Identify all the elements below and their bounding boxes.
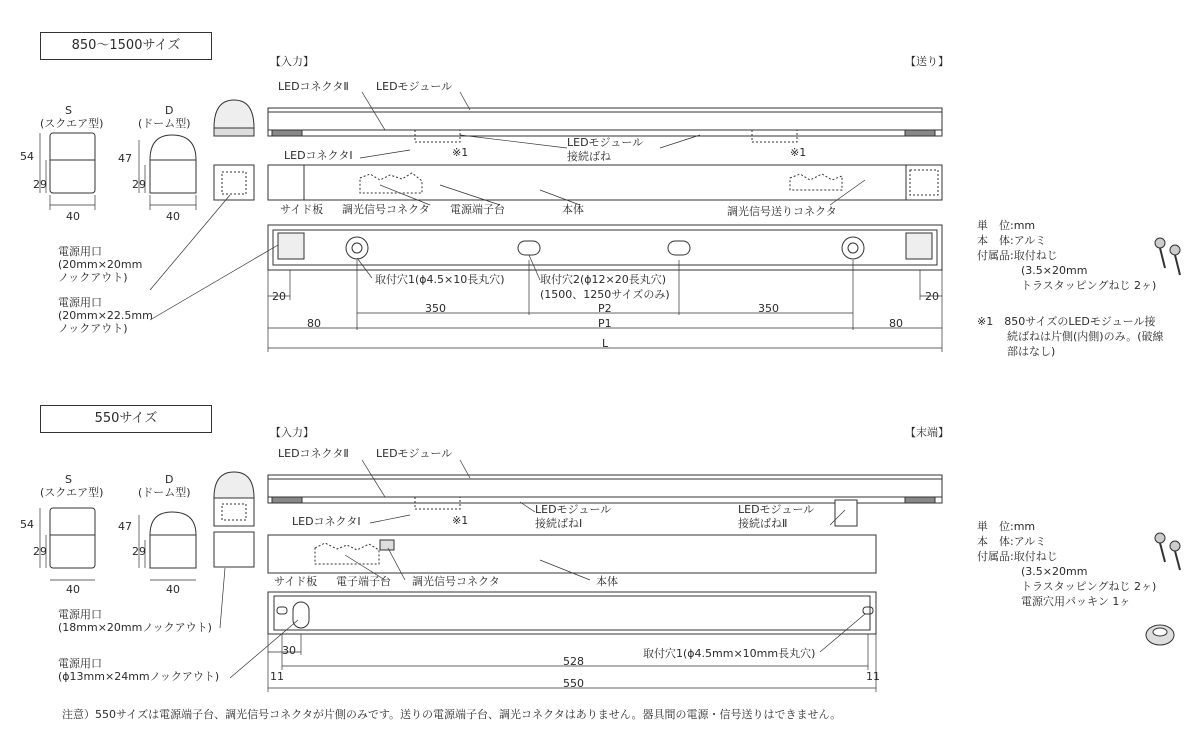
led-module: LEDモジュール: [376, 80, 453, 93]
s-label-2: S: [65, 473, 72, 486]
spring2-label-a: LEDモジュール: [738, 503, 815, 516]
section2-title: 550サイズ: [40, 405, 212, 433]
led-spring: LEDモジュール: [567, 136, 644, 149]
d-profile-2: [139, 512, 196, 580]
dim-40b: 40: [166, 210, 180, 223]
caution-note: 注意）550サイズは電源端子台、調光信号コネクタが片側のみです。送りの電源端子台、調光コネクタはありません。器具間の電源・信号送りはできません。: [62, 708, 842, 721]
power-terminal: 電源端子台: [450, 203, 505, 216]
dimming-send-connector: 調光信号送りコネクタ: [727, 205, 837, 218]
spring1-label-a: LEDモジュール: [535, 503, 612, 516]
mount-hole-2: 取付穴2(ϕ12×20長丸穴): [540, 273, 667, 286]
dim-47: 47: [118, 152, 132, 165]
input-label-2: 【入力】: [270, 426, 314, 439]
body-label: 本体: [562, 203, 584, 216]
dim-80b: 80: [889, 317, 903, 330]
dim-29a-2: 29: [33, 545, 47, 558]
output-label: 【送り】: [905, 55, 949, 68]
dim-80a: 80: [307, 317, 321, 330]
mount-hole-s2: 取付穴1(ϕ4.5mm×10mm長丸穴): [643, 647, 816, 660]
dim-20a: 20: [272, 290, 286, 303]
screw-icon-1: [1155, 238, 1180, 275]
note-mark2: ※1: [790, 146, 807, 159]
end-label-2: 【末端】: [905, 426, 949, 439]
section1-title: 850～1500サイズ: [40, 32, 212, 60]
side-view-2: [268, 475, 942, 526]
dimming-connector: 調光信号コネクタ: [342, 203, 430, 216]
note-mark1: ※1: [452, 146, 469, 159]
spring1-label-b: 接続ばねⅠ: [535, 517, 583, 530]
dim-54: 54: [20, 150, 34, 163]
d-type-2: (ドーム型): [138, 486, 191, 499]
dim-40b-2: 40: [166, 583, 180, 596]
dim-29b-2: 29: [132, 545, 146, 558]
side-plate: サイド板: [280, 203, 324, 216]
spec-block-2: 単 位:mm 本 体:アルミ 付属品:取付ねじ (3.5×20mm トラスタッピングねじ 2ヶ) 電源穴用パッキン 1ヶ: [977, 520, 1157, 608]
led-connector-1-s2: LEDコネクタⅠ: [292, 515, 361, 528]
bottom-view-1: [268, 225, 942, 270]
mount-hole-1: 取付穴1(ϕ4.5×10長丸穴): [375, 273, 505, 286]
s-profile-2: [40, 508, 95, 580]
dim-54-2: 54: [20, 518, 34, 531]
d-label: D: [165, 104, 174, 117]
s-type: (スクエア型): [40, 117, 104, 130]
dim-29b: 29: [132, 178, 146, 191]
terminal-s2: 電子端子台: [336, 575, 391, 588]
footnote-1: ※1 850サイズのLEDモジュール接 続ばねは片側(内側)のみ。(破線 部はなし): [977, 315, 1164, 358]
end-views-1: [214, 100, 254, 200]
s-type-2: (スクエア型): [40, 486, 104, 499]
led-connector-2-s2: LEDコネクタⅡ: [278, 447, 349, 460]
dim-p2: P2: [598, 302, 612, 315]
dim-11a: 11: [270, 670, 284, 683]
s-profile-1: [40, 133, 95, 210]
note-mark-s2: ※1: [452, 514, 469, 527]
bottom-view-2: [268, 592, 876, 634]
side-plate-s2: サイド板: [274, 575, 318, 588]
gasket-icon: [1146, 625, 1174, 645]
mount-hole-2-note: (1500、1250サイズのみ): [540, 288, 670, 301]
dim-350a: 350: [425, 302, 446, 315]
dim-528: 528: [563, 655, 584, 668]
top-view-2: [268, 535, 876, 573]
led-connector-2: LEDコネクタⅡ: [278, 80, 349, 93]
power-inlet-2-s2: 電源用口 (ϕ13mm×24mmノックアウト): [58, 657, 220, 683]
input-label: 【入力】: [270, 55, 314, 68]
dim-40a: 40: [66, 210, 80, 223]
dim-11b: 11: [866, 670, 880, 683]
power-inlet-2: 電源用口 (20mm×22.5mm ノックアウト): [58, 296, 153, 335]
power-inlet-1: 電源用口 (20mm×20mm ノックアウト): [58, 245, 143, 284]
s-label: S: [65, 104, 72, 117]
led-spring2: 接続ばね: [567, 150, 611, 163]
d-type: (ドーム型): [138, 117, 191, 130]
screw-icon-2: [1155, 533, 1180, 570]
dim-20b: 20: [925, 290, 939, 303]
top-view-1: [268, 165, 942, 200]
spring2-label-b: 接続ばねⅡ: [738, 517, 788, 530]
dim-30: 30: [282, 644, 296, 657]
dimming-connector-s2: 調光信号コネクタ: [412, 575, 500, 588]
spec-block-1: 単 位:mm 本 体:アルミ 付属品:取付ねじ (3.5×20mm トラスタッピングねじ 2ヶ): [977, 219, 1157, 292]
dim-40a-2: 40: [66, 583, 80, 596]
dim-p1: P1: [598, 317, 612, 330]
d-profile-1: [139, 135, 196, 210]
power-inlet-1-s2: 電源用口 (18mm×20mmノックアウト): [58, 608, 212, 634]
body-label-s2: 本体: [596, 575, 618, 588]
dim-550: 550: [563, 677, 584, 690]
dim-47-2: 47: [118, 520, 132, 533]
led-connector-1: LEDコネクタⅠ: [284, 149, 353, 162]
dim-29a: 29: [33, 178, 47, 191]
dim-l: L: [602, 337, 609, 350]
end-views-2: [214, 472, 254, 567]
led-module-s2: LEDモジュール: [376, 447, 453, 460]
d-label-2: D: [165, 473, 174, 486]
dim-350b: 350: [758, 302, 779, 315]
